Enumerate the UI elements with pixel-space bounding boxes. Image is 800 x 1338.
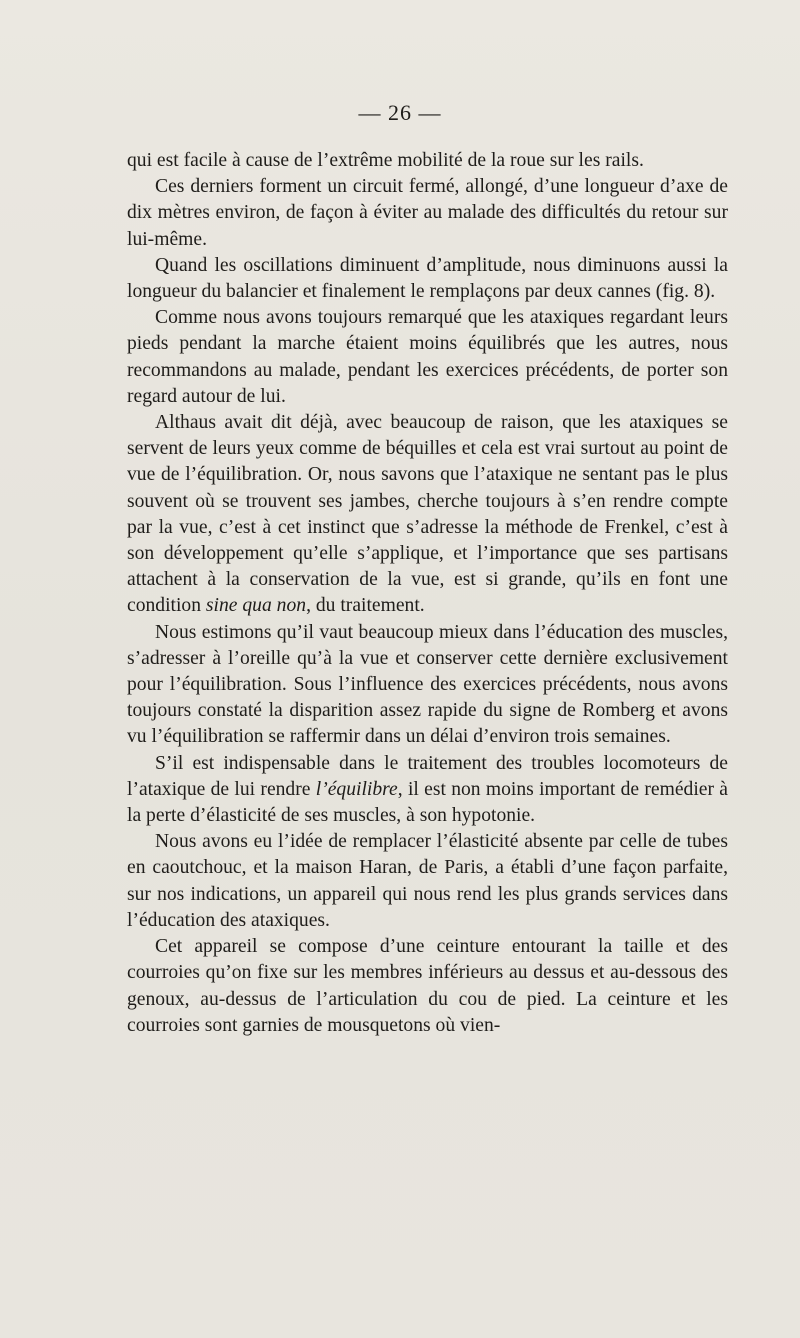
italic-phrase: l’équilibre bbox=[315, 778, 398, 800]
paragraph: Ces derniers forment un circuit fermé, allongé, d’une longueur d’axe de dix mètres environ, de façon à éviter au malade des difficultés du retour sur lui-même. bbox=[127, 176, 728, 250]
paragraph bbox=[127, 751, 728, 830]
paragraph: Nous avons eu l’idée de remplacer l’élasticité absente par celle de tubes en caoutchouc, et la maison Haran, de Paris, a établi d’une façon parfaite, sur nos indications, un appareil qui nous rend les plus grands services dans l’éducation des ataxiques. bbox=[127, 831, 728, 931]
paragraph bbox=[127, 410, 728, 620]
paragraph: Quand les oscillations diminuent d’amplitude, nous diminuons aussi la longueur du balancier et finalement le remplaçons par deux cannes (fig. 8). bbox=[127, 254, 728, 303]
paragraph: Nous estimons qu’il vaut beaucoup mieux dans l’éducation des muscles, s’adresser à l’oreille qu’à la vue et conserver cette dernière exclusivement pour l’équilibration. Sous l’influence des exercices précédents, nous avons toujours constaté la disparition assez rapide du signe de Romberg et avons vu l’équilibration se raffermir dans un délai d’environ trois semaines. bbox=[127, 621, 728, 748]
paragraph: Cet appareil se compose d’une ceinture entourant la taille et des courroies qu’on fixe sur les membres inférieurs au dessus et au-dessous des genoux, au-dessus de l’articulation du cou de pied. La ceinture et les courroies sont garnies de mousquetons où vien- bbox=[127, 936, 728, 1036]
paragraph: Comme nous avons toujours remarqué que les ataxiques regardant leurs pieds pendant la marche étaient moins équilibrés que les autres, nous recommandons au malade, pendant les exercices précédents, de porter son regard autour de lui. bbox=[127, 307, 728, 407]
body-text bbox=[127, 148, 728, 1039]
page-number: — 26 — bbox=[358, 100, 442, 125]
paragraph-text: , du traitement. bbox=[306, 595, 425, 617]
paragraph: qui est facile à cause de l’extrême mobilité de la roue sur les rails. bbox=[127, 150, 644, 171]
paragraph-text: , il est non moins important de remédier à la perte d’élasticité de ses muscles, à son hypotonie. bbox=[127, 778, 728, 827]
paragraph-text: Althaus avait dit déjà, avec beaucoup de raison, que les ataxiques se servent de leurs yeux comme de béquilles et cela est vrai surtout au point de vue de l’équilibration. Or, nous savons que l’ataxique ne sentant pas le plus souvent où se trouvent ses jambes, cherche toujours à s’en rendre compte par la vue, c’est à cet instinct que s’adresse la méthode de Frenkel, c’est à son développement qu’elle s’applique, et l’importance que ses partisans attachent à la conservation de la vue, est si grande, qu’ils en font une condition bbox=[127, 412, 728, 617]
italic-phrase: sine qua non bbox=[205, 595, 307, 617]
paragraph-text: S’il est indispensable dans le traitement des troubles locomoteurs de l’ataxique de lui rendre bbox=[127, 752, 728, 800]
